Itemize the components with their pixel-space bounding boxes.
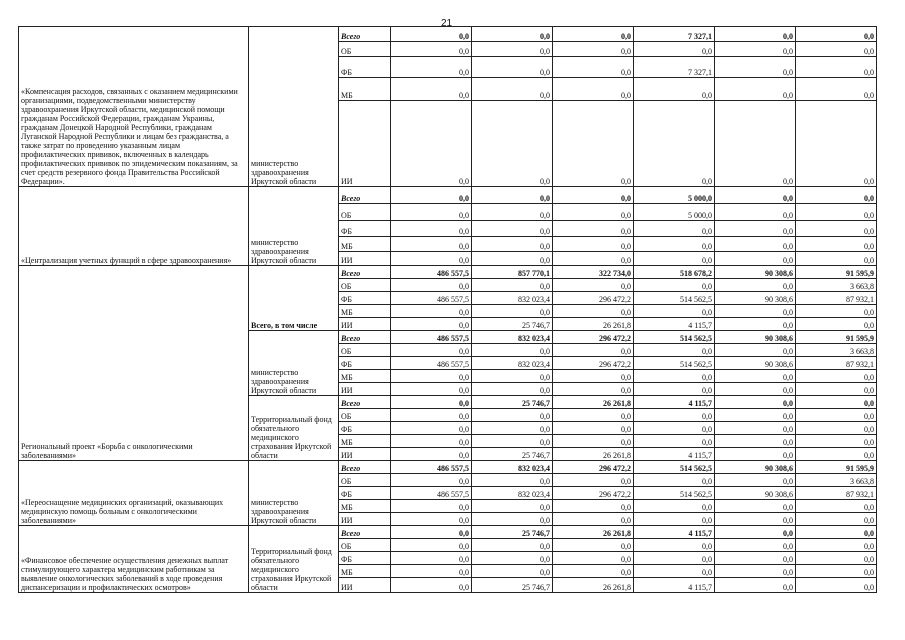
amount-cell: 514 562,5 [634,461,715,474]
funding-source-cell: МБ [339,78,391,101]
funding-source-cell: ФБ [339,552,391,565]
amount-cell: 0,0 [715,204,796,221]
funding-source-cell: ОБ [339,409,391,422]
funding-source-cell: МБ [339,565,391,578]
amount-cell: 0,0 [715,409,796,422]
amount-cell: 0,0 [553,279,634,292]
amount-cell: 0,0 [391,474,472,487]
amount-cell: 832 023,4 [472,357,553,370]
amount-cell: 0,0 [472,513,553,526]
funding-source-cell: МБ [339,237,391,252]
amount-cell: 0,0 [472,539,553,552]
amount-cell: 0,0 [796,370,877,383]
amount-cell: 25 746,7 [472,578,553,593]
table-row [19,461,877,474]
amount-cell: 296 472,2 [553,331,634,344]
amount-cell: 0,0 [634,422,715,435]
amount-cell: 514 562,5 [634,487,715,500]
responsible-cell: министерство здравоохранения Иркутской области [249,27,339,187]
funding-source-cell: Всего [339,526,391,539]
amount-cell: 0,0 [715,396,796,409]
amount-cell: 0,0 [796,252,877,266]
amount-cell: 0,0 [634,305,715,318]
amount-cell: 0,0 [553,57,634,78]
amount-cell: 0,0 [715,474,796,487]
amount-cell: 0,0 [634,252,715,266]
responsible-cell: министерство здравоохранения Иркутской области [249,331,339,396]
amount-cell: 26 261,8 [553,578,634,593]
amount-cell: 0,0 [796,305,877,318]
amount-cell: 0,0 [634,42,715,57]
amount-cell: 0,0 [553,409,634,422]
amount-cell: 0,0 [553,552,634,565]
amount-cell: 832 023,4 [472,461,553,474]
amount-cell: 0,0 [472,370,553,383]
amount-cell: 90 308,6 [715,331,796,344]
amount-cell: 486 557,5 [391,357,472,370]
funding-source-cell: ФБ [339,221,391,237]
amount-cell: 0,0 [796,396,877,409]
amount-cell: 322 734,0 [553,266,634,279]
amount-cell: 0,0 [715,370,796,383]
amount-cell: 0,0 [553,237,634,252]
amount-cell: 26 261,8 [553,448,634,461]
amount-cell: 0,0 [472,435,553,448]
amount-cell: 0,0 [553,101,634,187]
amount-cell: 0,0 [553,305,634,318]
amount-cell: 0,0 [796,422,877,435]
amount-cell: 0,0 [391,279,472,292]
amount-cell: 0,0 [634,435,715,448]
amount-cell: 0,0 [796,552,877,565]
amount-cell: 0,0 [391,383,472,396]
amount-cell: 0,0 [553,42,634,57]
amount-cell: 0,0 [715,513,796,526]
funding-source-cell: ФБ [339,487,391,500]
amount-cell: 0,0 [472,279,553,292]
funding-source-cell: ИИ [339,448,391,461]
amount-cell: 0,0 [796,101,877,187]
amount-cell: 7 327,1 [634,27,715,42]
budget-table [18,26,877,593]
amount-cell: 0,0 [715,435,796,448]
funding-source-cell: Всего [339,27,391,42]
amount-cell: 0,0 [472,552,553,565]
amount-cell: 26 261,8 [553,396,634,409]
amount-cell: 0,0 [391,539,472,552]
funding-source-cell: ИИ [339,252,391,266]
amount-cell: 0,0 [634,221,715,237]
amount-cell: 0,0 [715,552,796,565]
event-name-cell: Региональный проект «Борьба с онкологическими заболеваниями» [19,266,249,461]
responsible-cell: Территориальный фонд обязательного медицинского страхования Иркутской области [249,526,339,593]
responsible-cell: Всего, в том числе [249,266,339,331]
amount-cell: 25 746,7 [472,396,553,409]
amount-cell: 0,0 [391,500,472,513]
amount-cell: 0,0 [472,204,553,221]
amount-cell: 0,0 [391,237,472,252]
amount-cell: 0,0 [715,221,796,237]
amount-cell: 0,0 [634,101,715,187]
amount-cell: 0,0 [634,474,715,487]
amount-cell: 0,0 [472,187,553,204]
amount-cell: 0,0 [391,187,472,204]
amount-cell: 0,0 [796,78,877,101]
amount-cell: 0,0 [553,204,634,221]
amount-cell: 5 000,0 [634,204,715,221]
amount-cell: 0,0 [391,578,472,593]
amount-cell: 0,0 [472,305,553,318]
amount-cell: 0,0 [715,318,796,331]
amount-cell: 0,0 [553,187,634,204]
table-row [19,27,877,42]
amount-cell: 0,0 [634,78,715,101]
amount-cell: 0,0 [391,305,472,318]
amount-cell: 87 932,1 [796,487,877,500]
amount-cell: 0,0 [472,383,553,396]
amount-cell: 26 261,8 [553,526,634,539]
amount-cell: 832 023,4 [472,487,553,500]
amount-cell: 91 595,9 [796,461,877,474]
funding-source-cell: ИИ [339,578,391,593]
amount-cell: 3 663,8 [796,474,877,487]
amount-cell: 0,0 [553,500,634,513]
amount-cell: 0,0 [391,42,472,57]
amount-cell: 4 115,7 [634,526,715,539]
amount-cell: 0,0 [715,57,796,78]
amount-cell: 0,0 [553,370,634,383]
amount-cell: 0,0 [796,42,877,57]
funding-source-cell: МБ [339,500,391,513]
amount-cell: 0,0 [715,187,796,204]
event-name-cell: «Финансовое обеспечение осуществления денежных выплат стимулирующего характера медицинским работникам за выявление онкологических заболеваний в ходе проведения диспансеризации и профилактических осмотров» [19,526,249,593]
amount-cell: 26 261,8 [553,318,634,331]
amount-cell: 0,0 [715,422,796,435]
budget-table-body [19,27,877,593]
funding-source-cell: Всего [339,331,391,344]
amount-cell: 4 115,7 [634,318,715,331]
amount-cell: 0,0 [796,539,877,552]
event-name-cell: «Компенсация расходов, связанных с оказанием медицинскими организациями, подведомственными министерству здравоохранения Иркутской области, медицинской помощи гражданам Российской Федерации, гражданам Украины, гражданам Донецкой Народной Республики, гражданам Луганской Народной Республики и лицам без гражданства, а также затрат по проведению указанным лицам профилактических прививок, включенных в календарь профилактических прививок по эпидемическим показаниям, за счет средств резервного фонда Правительства Российской Федерации». [19,27,249,187]
amount-cell: 0,0 [796,318,877,331]
amount-cell: 7 327,1 [634,57,715,78]
amount-cell: 0,0 [796,435,877,448]
amount-cell: 0,0 [796,187,877,204]
amount-cell: 0,0 [391,409,472,422]
amount-cell: 0,0 [796,526,877,539]
amount-cell: 0,0 [391,27,472,42]
table-row [19,266,877,279]
amount-cell: 3 663,8 [796,344,877,357]
amount-cell: 486 557,5 [391,292,472,305]
responsible-cell: министерство здравоохранения Иркутской области [249,461,339,526]
funding-source-cell: ОБ [339,539,391,552]
amount-cell: 0,0 [715,578,796,593]
amount-cell: 0,0 [553,435,634,448]
amount-cell: 90 308,6 [715,357,796,370]
funding-source-cell: ОБ [339,204,391,221]
amount-cell: 0,0 [634,279,715,292]
amount-cell: 0,0 [715,305,796,318]
funding-source-cell: МБ [339,305,391,318]
amount-cell: 0,0 [634,539,715,552]
amount-cell: 857 770,1 [472,266,553,279]
amount-cell: 0,0 [634,383,715,396]
amount-cell: 0,0 [553,221,634,237]
amount-cell: 0,0 [391,435,472,448]
amount-cell: 0,0 [553,539,634,552]
amount-cell: 91 595,9 [796,266,877,279]
amount-cell: 0,0 [715,237,796,252]
amount-cell: 0,0 [472,101,553,187]
amount-cell: 514 562,5 [634,357,715,370]
amount-cell: 0,0 [391,318,472,331]
amount-cell: 0,0 [796,513,877,526]
funding-source-cell: ФБ [339,357,391,370]
amount-cell: 0,0 [715,565,796,578]
amount-cell: 0,0 [391,448,472,461]
amount-cell: 0,0 [796,383,877,396]
amount-cell: 0,0 [391,344,472,357]
amount-cell: 0,0 [715,539,796,552]
amount-cell: 90 308,6 [715,487,796,500]
amount-cell: 296 472,2 [553,487,634,500]
amount-cell: 90 308,6 [715,266,796,279]
funding-source-cell: Всего [339,461,391,474]
funding-source-cell: ОБ [339,42,391,57]
amount-cell: 0,0 [391,526,472,539]
amount-cell: 0,0 [715,448,796,461]
amount-cell: 0,0 [472,474,553,487]
responsible-cell: Территориальный фонд обязательного медицинского страхования Иркутской области [249,396,339,461]
amount-cell: 0,0 [634,409,715,422]
amount-cell: 90 308,6 [715,292,796,305]
amount-cell: 0,0 [553,422,634,435]
funding-source-cell: МБ [339,435,391,448]
funding-source-cell: ОБ [339,474,391,487]
funding-source-cell: ИИ [339,318,391,331]
amount-cell: 0,0 [472,221,553,237]
amount-cell: 0,0 [553,383,634,396]
amount-cell: 0,0 [715,27,796,42]
amount-cell: 0,0 [472,500,553,513]
amount-cell: 0,0 [553,252,634,266]
funding-source-cell: Всего [339,396,391,409]
funding-source-cell: МБ [339,370,391,383]
amount-cell: 0,0 [472,565,553,578]
amount-cell: 832 023,4 [472,292,553,305]
amount-cell: 90 308,6 [715,461,796,474]
amount-cell: 25 746,7 [472,448,553,461]
funding-source-cell: ФБ [339,292,391,305]
amount-cell: 486 557,5 [391,487,472,500]
amount-cell: 0,0 [796,565,877,578]
event-name-cell: «Централизация учетных функций в сфере здравоохранения» [19,187,249,266]
amount-cell: 0,0 [634,565,715,578]
amount-cell: 4 115,7 [634,578,715,593]
amount-cell: 87 932,1 [796,292,877,305]
amount-cell: 0,0 [634,237,715,252]
amount-cell: 514 562,5 [634,292,715,305]
amount-cell: 25 746,7 [472,526,553,539]
amount-cell: 0,0 [472,27,553,42]
amount-cell: 0,0 [553,474,634,487]
amount-cell: 0,0 [553,565,634,578]
amount-cell: 0,0 [472,237,553,252]
amount-cell: 3 663,8 [796,279,877,292]
amount-cell: 0,0 [634,370,715,383]
amount-cell: 296 472,2 [553,461,634,474]
amount-cell: 0,0 [472,78,553,101]
funding-source-cell: ОБ [339,344,391,357]
amount-cell: 0,0 [553,78,634,101]
amount-cell: 4 115,7 [634,448,715,461]
amount-cell: 0,0 [634,344,715,357]
amount-cell: 0,0 [796,578,877,593]
amount-cell: 5 000,0 [634,187,715,204]
funding-source-cell: ОБ [339,279,391,292]
amount-cell: 0,0 [715,279,796,292]
amount-cell: 0,0 [796,448,877,461]
amount-cell: 0,0 [391,552,472,565]
amount-cell: 518 678,2 [634,266,715,279]
amount-cell: 0,0 [553,344,634,357]
amount-cell: 486 557,5 [391,461,472,474]
amount-cell: 25 746,7 [472,318,553,331]
amount-cell: 0,0 [796,57,877,78]
amount-cell: 0,0 [796,27,877,42]
amount-cell: 0,0 [715,78,796,101]
amount-cell: 296 472,2 [553,357,634,370]
page-number: 21 [441,18,453,29]
amount-cell: 0,0 [715,344,796,357]
amount-cell: 0,0 [553,513,634,526]
amount-cell: 0,0 [715,101,796,187]
funding-source-cell: ИИ [339,513,391,526]
amount-cell: 0,0 [796,500,877,513]
amount-cell: 0,0 [391,422,472,435]
funding-source-cell: ФБ [339,422,391,435]
amount-cell: 0,0 [715,526,796,539]
amount-cell: 0,0 [391,565,472,578]
funding-source-cell: ИИ [339,383,391,396]
amount-cell: 0,0 [391,204,472,221]
table-row [19,526,877,539]
amount-cell: 486 557,5 [391,266,472,279]
amount-cell: 0,0 [634,513,715,526]
amount-cell: 0,0 [472,57,553,78]
amount-cell: 0,0 [634,552,715,565]
table-row [19,187,877,204]
amount-cell: 0,0 [796,204,877,221]
amount-cell: 0,0 [472,409,553,422]
amount-cell: 0,0 [553,27,634,42]
amount-cell: 514 562,5 [634,331,715,344]
amount-cell: 0,0 [391,396,472,409]
amount-cell: 0,0 [391,57,472,78]
funding-source-cell: ИИ [339,101,391,187]
amount-cell: 0,0 [715,383,796,396]
amount-cell: 0,0 [472,422,553,435]
amount-cell: 0,0 [391,513,472,526]
funding-source-cell: Всего [339,266,391,279]
amount-cell: 0,0 [391,370,472,383]
amount-cell: 0,0 [634,500,715,513]
amount-cell: 0,0 [472,344,553,357]
amount-cell: 0,0 [391,78,472,101]
amount-cell: 0,0 [715,500,796,513]
funding-source-cell: ФБ [339,57,391,78]
amount-cell: 0,0 [472,42,553,57]
amount-cell: 0,0 [715,252,796,266]
amount-cell: 0,0 [796,221,877,237]
event-name-cell: «Переоснащение медицинских организаций, оказывающих медицинскую помощь больным с онкологическими заболеваниями» [19,461,249,526]
funding-source-cell: Всего [339,187,391,204]
amount-cell: 0,0 [391,221,472,237]
amount-cell: 296 472,2 [553,292,634,305]
amount-cell: 486 557,5 [391,331,472,344]
amount-cell: 0,0 [796,237,877,252]
amount-cell: 0,0 [796,409,877,422]
amount-cell: 0,0 [715,42,796,57]
amount-cell: 87 932,1 [796,357,877,370]
amount-cell: 4 115,7 [634,396,715,409]
amount-cell: 832 023,4 [472,331,553,344]
responsible-cell: министерство здравоохранения Иркутской области [249,187,339,266]
amount-cell: 0,0 [391,252,472,266]
amount-cell: 0,0 [472,252,553,266]
amount-cell: 91 595,9 [796,331,877,344]
amount-cell: 0,0 [391,101,472,187]
